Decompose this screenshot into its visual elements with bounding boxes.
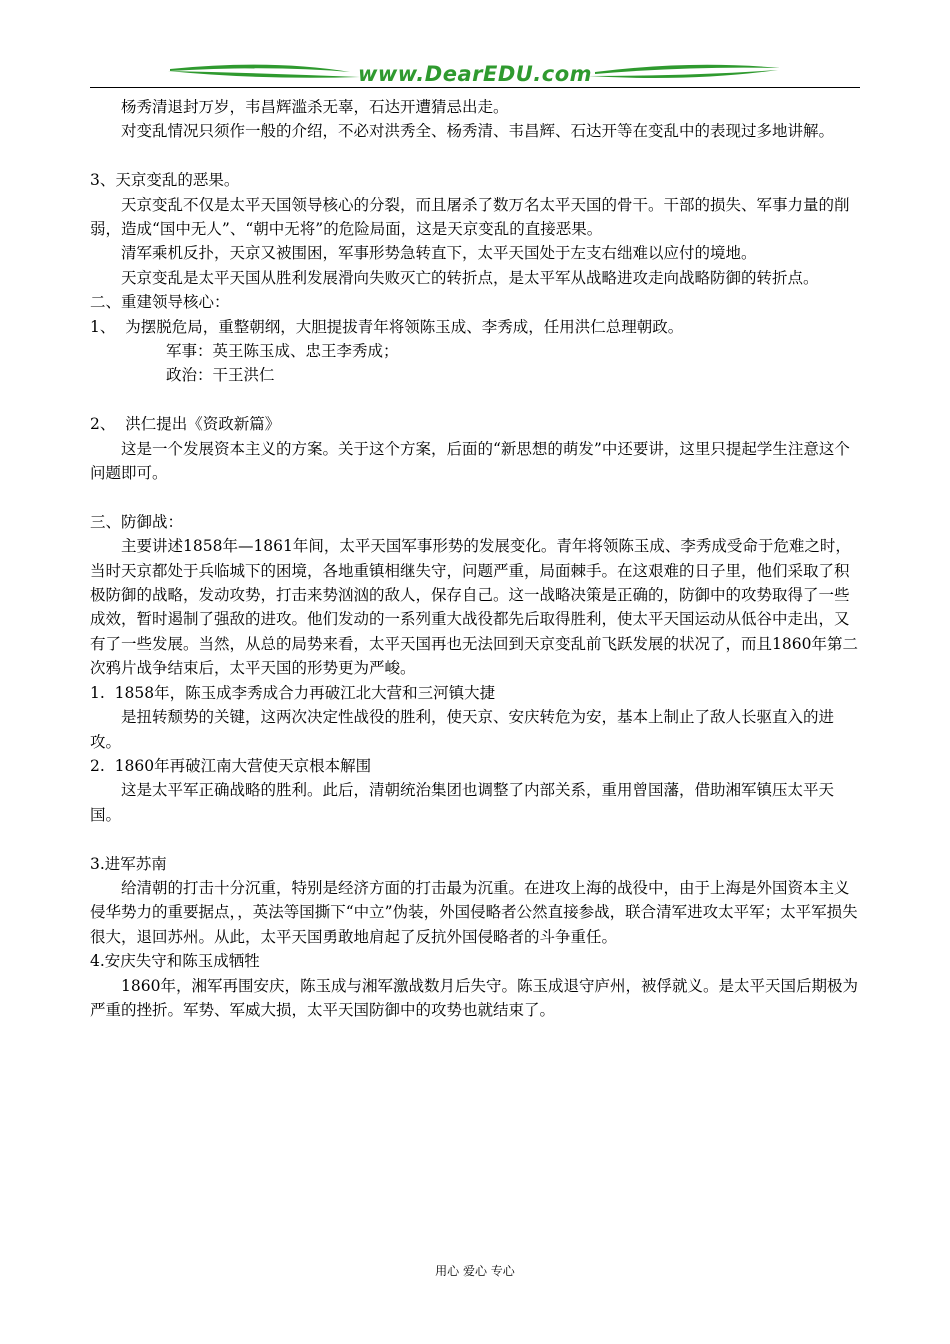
- blank-line: [90, 827, 860, 851]
- sub-item: 军事：英王陈玉成、忠王李秀成；: [166, 342, 399, 361]
- paragraph: 1860年，湘军再围安庆，陈玉成与湘军激战数月后失守。陈玉成退守庐州，被俘就义。是太平天国后期极为严重的挫折。军势、军威大损，太平天国防御中的攻势也就结束了。: [90, 976, 858, 1019]
- blank-line: [90, 144, 860, 168]
- numbered-item: 4.安庆失守和陈玉成牺牲: [90, 952, 260, 971]
- section-heading: 三、防御战：: [90, 512, 184, 531]
- numbered-item: 3.进军苏南: [90, 854, 167, 873]
- blank-line: [90, 485, 860, 509]
- sub-item: 政治：干王洪仁: [166, 366, 275, 385]
- header-divider: [90, 87, 860, 88]
- section-heading: 3、天京变乱的恶果。: [90, 171, 240, 190]
- site-logo[interactable]: www.DearEDU.com: [357, 62, 593, 86]
- paragraph: 主要讲述1858年—1861年间，太平天国军事形势的发展变化。青年将领陈玉成、李秀成受命于危难之时，当时天京都处于兵临城下的困境，各地重镇相继失守，问题严重，局面棘手。在这艰难的日子里，他们采取了积极防御的战略，发动攻势，打击来势汹汹的敌人，保存自己。这一战略决策是正确的，防御中的攻势取得了一些成效，暂时遏制了强敌的进攻。他们发动的一系列重大战役都先后取得胜利，使太平天国运动从低谷中走出，又有了一些发展。当然，从总的局势来看，太平天国再也无法回到天京变乱前飞跃发展的状况了，而且1860年第二次鸦片战争结束后，太平天国的形势更为严峻。: [90, 537, 858, 678]
- paragraph: 天京变乱是太平天国从胜利发展滑向失败灭亡的转折点，是太平军从战略进攻走向战略防御的转折点。: [121, 268, 819, 287]
- paragraph: 杨秀清退封万岁，韦昌辉滥杀无辜，石达开遭猜忌出走。: [121, 98, 509, 116]
- paragraph: 清军乘机反扑，天京又被围困，军事形势急转直下，太平天国处于左支右绌难以应付的境地。: [121, 244, 757, 263]
- paragraph: 给清朝的打击十分沉重，特别是经济方面的打击最为沉重。在进攻上海的战役中，由于上海是外国资本主义侵华势力的重要据点，，英法等国撕下“中立”伪装，外国侵略者公然直接参战，联合清军进攻太平军；太平军损失很大，退回苏州。从此，太平天国勇敢地肩起了反抗外国侵略者的斗争重任。: [90, 878, 858, 946]
- numbered-item: 1. 1858年，陈玉成李秀成合力再破江北大营和三河镇大捷: [90, 683, 496, 702]
- blank-line: [90, 388, 860, 412]
- numbered-item: 2. 1860年再破江南大营使天京根本解围: [90, 756, 372, 775]
- document-body: [90, 95, 860, 1022]
- paragraph: 是扭转颓势的关键，这两次决定性战役的胜利，使天京、安庆转危为安，基本上制止了敌人长驱直入的进攻。: [90, 708, 835, 751]
- paragraph: 天京变乱不仅是太平天国领导核心的分裂，而且屠杀了数万名太平天国的骨干。干部的损失、军事力量的削弱，造成“国中无人”、“朝中无将”的危险局面，这是天京变乱的直接恶果。: [90, 195, 850, 239]
- numbered-item: 2、 洪仁提出《资政新篇》: [90, 415, 281, 434]
- page-header: [90, 58, 860, 92]
- paragraph: 这是太平军正确战略的胜利。此后，清朝统治集团也调整了内部关系，重用曾国藩，借助湘军镇压太平天国。: [90, 781, 835, 824]
- paragraph: 这是一个发展资本主义的方案。关于这个方案，后面的“新思想的萌发”中还要讲，这里只提起学生注意这个问题即可。: [90, 439, 850, 483]
- section-heading: 二、重建领导核心：: [90, 293, 230, 312]
- page-footer: 用心 爱心 专心: [435, 1264, 515, 1278]
- paragraph: 对变乱情况只须作一般的介绍，不必对洪秀全、杨秀清、韦昌辉、石达开等在变乱中的表现过多地讲解。: [121, 122, 835, 141]
- numbered-item: 1、 为摆脱危局，重整朝纲，大胆提拔青年将领陈玉成、李秀成，任用洪仁总理朝政。: [90, 317, 684, 336]
